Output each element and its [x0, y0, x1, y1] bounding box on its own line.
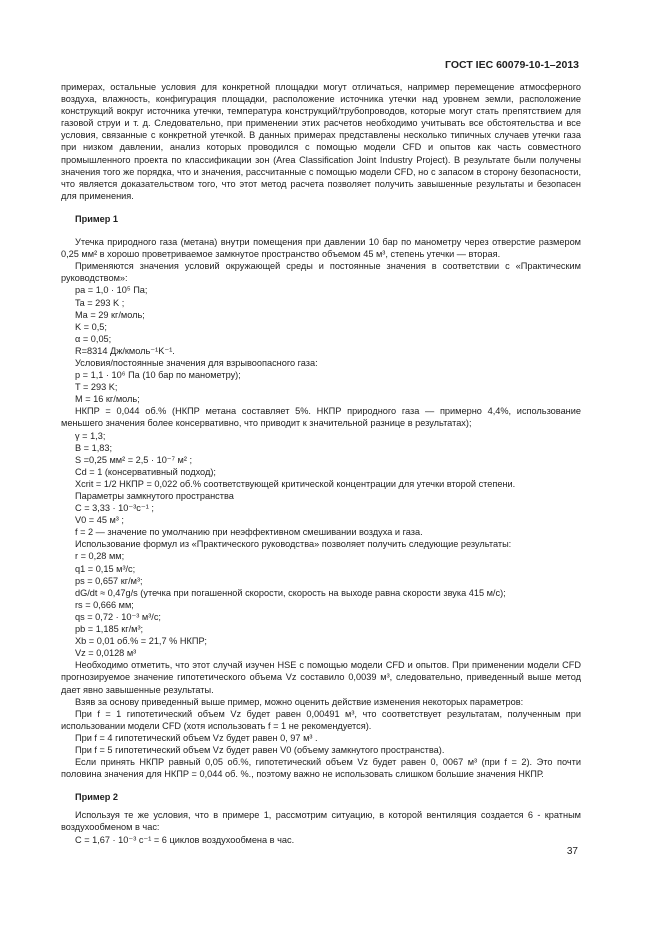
example-1-problem: Утечка природного газа (метана) внутри помещения при давлении 10 бар по манометру через отверстие размером 0,25 мм² в хорошо проветриваемое замкнутое пространство объемом 45 м³, степень утечки — вторая.	[61, 237, 581, 260]
result-value: ps = 0,657 кг/м³;	[75, 575, 143, 586]
parameter-variation-intro: Взяв за основу приведенный выше пример, можно оценить действие изменения некоторых параметров:	[75, 696, 524, 707]
hse-note: Необходимо отметить, что этот случай изучен HSE с помощью модели CFD и опытов. При применении модели CFD прогнозируемое значение гипотетического объема Vz составило 0,0039 м³, следовательно, приведенный выше метод дает явно завышенные результаты.	[61, 660, 581, 695]
result-value: r = 0,28 мм;	[75, 551, 125, 562]
page-content	[61, 81, 581, 846]
intro-paragraph: примерах, остальные условия для конкретной площадки могут отличаться, например перемещение атмосферного воздуха, влажность, конфигурация площадки, расположение источника утечки над уровнем земли, расположение конструкций вокруг источника утечки, температура конструкций/трубопроводов, которые могут стать препятствием для газовой струи и т. д. Следовательно, при применении этих расчетов необходимо учитывать все обстоятельства и все условия, связанные с конкретной утечкой. В данных примерах представлены несколько типичных случаев утечки газа при низком давлении, анализ которых проводился с помощью модели CFD и опытов как часть совместного промышленного проекта по классификации зон (Area Classification Joint Industry Project). В результате были получены значения того же порядка, что и значения, рассчитанные с помощью модели CFD, но с запасом в сторону безопасности, что является доказательством того, что этот метод расчета позволяет получить завышенные результаты и безопасен для применения.	[61, 82, 581, 201]
ambient-value: Ma = 29 кг/моль;	[75, 309, 145, 320]
result-value: pb = 1,185 кг/м³;	[75, 624, 144, 635]
ambient-value: Ta = 293 K ;	[75, 297, 125, 308]
result-value: q1 = 0,15 м³/c;	[75, 563, 136, 574]
example-1-heading: Пример 1	[75, 213, 119, 224]
ambient-value: pa = 1,0 · 10⁵ Па;	[75, 285, 148, 296]
result-value: dG/dt ≈ 0,47g/s (утечка при погашенной скорости, скорость на выходе равна скорости звука 415 м/с);	[75, 587, 506, 598]
variation-lfl: Если принять НКПР равный 0,05 об.%, гипотетический объем Vz будет равен 0, 0067 м³ (при f = 2). Это почти половина значения для НКПР = 0,044 об. %., поэтому важно не использовать слишком большие значения НКПР.	[61, 757, 581, 780]
example-2-heading: Пример 2	[75, 792, 119, 803]
page-number: 37	[566, 846, 578, 857]
param-value: γ = 1,3;	[75, 430, 106, 441]
param-value: S =0,25 мм² = 2,5 · 10⁻⁷ м² ;	[75, 454, 193, 465]
result-value: Vz = 0,0128 м³	[75, 648, 137, 659]
param-value: Cd = 1 (консервативный подход);	[75, 466, 216, 477]
result-value: qs = 0,72 · 10⁻³ м³/с;	[75, 611, 161, 622]
ambient-value: K = 0,5;	[75, 321, 107, 332]
param-value: B = 1,83;	[75, 442, 113, 453]
room-value: C = 3,33 · 10⁻³c⁻¹ ;	[75, 503, 154, 514]
ambient-conditions-intro: Применяются значения условий окружающей среды и постоянные значения в соответствии с «Практическим руководством»:	[61, 261, 581, 284]
room-value: V0 = 45 м³ ;	[75, 515, 124, 526]
example-2-formula: C = 1,67 · 10⁻³ c⁻¹ = 6 циклов воздухообмена в час.	[75, 834, 295, 845]
results-intro: Использование формул из «Практического руководства» позволяет получить следующие результаты:	[75, 539, 512, 550]
ambient-value: R=8314 Дж/кмоль⁻¹K⁻¹.	[75, 345, 175, 356]
param-value: Xcrit = 1/2 НКПР = 0,022 об.% соответствующей критической концентрации для утечки второй степени.	[75, 478, 516, 489]
result-value: rs = 0,666 мм;	[75, 599, 134, 610]
room-value: f = 2 — значение по умолчанию при неэффективном смешивании воздуха и газа.	[75, 527, 423, 538]
example-2-paragraph: Используя те же условия, что в примере 1, рассмотрим ситуацию, в которой вентиляция создается 6 - кратным воздухообменом в час:	[61, 810, 581, 833]
variation-f4: При f = 4 гипотетический объем Vz будет равен 0, 97 м³ .	[75, 732, 318, 743]
gas-value: M = 16 кг/моль;	[75, 394, 140, 405]
lfl-paragraph: НКПР = 0,044 об.% (НКПР метана составляет 5%. НКПР природного газа — примерно 4,4%, использование меньшего значения более консервативно, что приводит к значительной разнице в результатах);	[61, 406, 581, 429]
result-value: Xb = 0,01 об.% = 21,7 % НКПР;	[75, 636, 207, 647]
gas-value: p = 1,1 · 10⁶ Па (10 бар по манометру);	[75, 370, 241, 381]
variation-f1: При f = 1 гипотетический объем Vz будет равен 0,00491 м³, что соответствует результатам, полученным при использовании модели CFD (хотя использовать f = 1 не рекомендуется).	[61, 708, 581, 731]
gas-conditions-intro: Условия/постоянные значения для взрывоопасного газа:	[75, 357, 318, 368]
gas-value: T = 293 K;	[75, 382, 118, 393]
document-header: ГОСТ IEC 60079-10-1–2013	[445, 59, 579, 71]
variation-f5: При f = 5 гипотетический объем Vz будет равен V0 (объему замкнутого пространства).	[75, 744, 445, 755]
room-params-intro: Параметры замкнутого пространства	[75, 491, 234, 501]
ambient-value: α = 0,05;	[75, 333, 112, 344]
